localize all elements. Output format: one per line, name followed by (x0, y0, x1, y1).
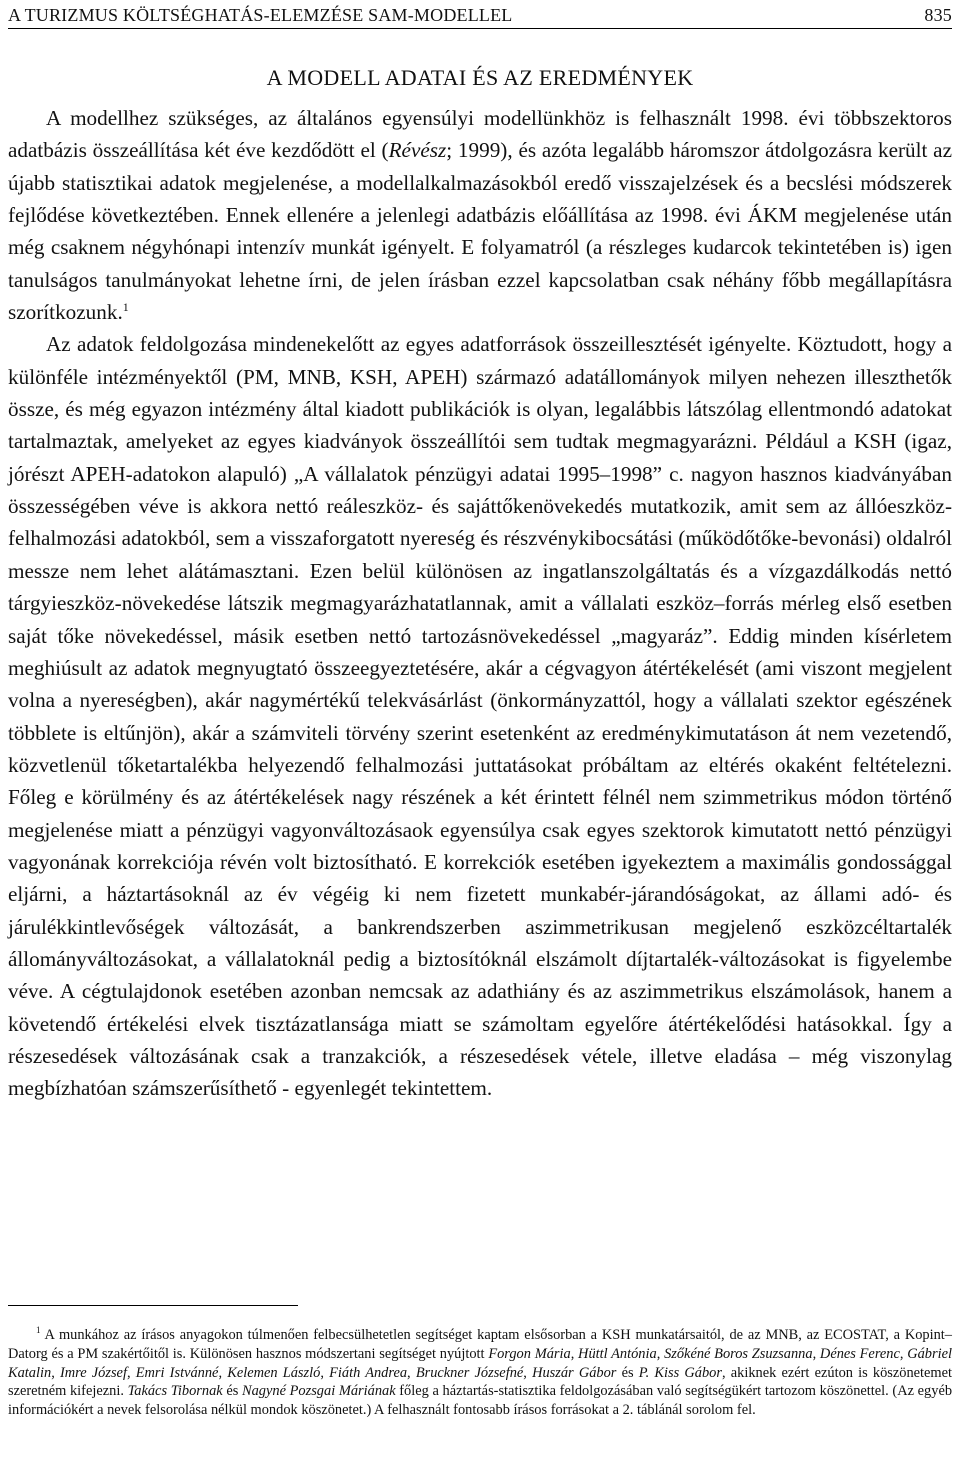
separator: , (656, 1345, 665, 1362)
page-number: 835 (924, 5, 952, 25)
person-name: P. Kiss Gábor (638, 1364, 722, 1381)
paragraph-1-part1: A modellhez szükséges, az általános egyensúlyi modellünkhöz is felhasznált 1998. évi többszektoros adatbázis összeállítása két éve kezdődött el ( (8, 106, 952, 163)
person-name: Fiáth Andrea (329, 1364, 408, 1381)
person-name: Hüttl Antónia (578, 1345, 657, 1362)
separator: , (812, 1345, 820, 1362)
separator: és (616, 1364, 639, 1381)
separator: , (407, 1364, 416, 1381)
separator: , (126, 1364, 136, 1381)
footnote-number: 1 (36, 1325, 41, 1336)
footnote-divider (8, 1305, 298, 1306)
running-title: A TURIZMUS KÖLTSÉGHATÁS-ELEMZÉSE SAM-MODELLEL (8, 5, 513, 25)
separator: , (523, 1364, 533, 1381)
section-title: A MODELL ADATAI ÉS AZ EREDMÉNYEK (266, 65, 694, 90)
separator: , (218, 1364, 228, 1381)
person-name: Nagyné Pozsgai Máriának (242, 1383, 396, 1400)
person-name: Takács Tibornak (127, 1383, 223, 1400)
footnote-text: A munkához az írásos anyagokon túlmenően felbecsülhetetlen segítséget kaptam elsősorban a KSH munkatársaitól, de az MNB, az ECOSTAT, a Kopint–Datorg és a PM szakértőitől is. Különösen hasznos módszertani segítséget nyújtott (8, 1327, 952, 1362)
separator: , (320, 1364, 330, 1381)
person-name: Gábriel Katalin (8, 1345, 952, 1381)
person-name: Dénes Ferenc (819, 1345, 900, 1362)
separator: és (222, 1383, 242, 1400)
paragraph-1-part2: ; 1999), és azóta legalább háromszor átdolgozásra került az újabb statisztikai adatok megjelenése, a modellalkalmazásokból eredő visszajelzések és a becslési módszerek fejlődése következtében. Ennek ellenére a jelenlegi adatbázis előállítása az 1998. évi ÁKM megjelenése után még csaknem négyhónapi intenzív munkát igényelt. E folyamatról (a részleges kudarcok tekintetében is) igen tanulságos tanulmányokat lehetne írni, de jelen írásban ezzel kapcsolatban csak néhány főbb megállapításra szorítkozunk. (8, 138, 952, 325)
separator: , (899, 1345, 908, 1362)
person-name: Szőkéné Boros Zsuzsanna (664, 1345, 813, 1362)
person-name: Forgon Mária (488, 1345, 571, 1362)
person-name: Kelemen László (227, 1364, 321, 1381)
footnote-text: , akiknek ezért ezúton is köszönetemet szeretném kifejezni. (8, 1364, 953, 1400)
person-name: Imre József (59, 1364, 127, 1381)
running-header (8, 4, 952, 29)
paragraph-1 (8, 102, 952, 328)
footnote (8, 1326, 952, 1420)
citation-author: Révész (388, 138, 447, 163)
footnote-reference[interactable]: 1 (122, 300, 129, 314)
person-name: Emri Istvánné (135, 1364, 219, 1381)
separator: , (570, 1345, 579, 1362)
person-name: Bruckner Józsefné (415, 1364, 524, 1381)
separator: , (51, 1364, 60, 1381)
person-name: Huszár Gábor (532, 1364, 617, 1381)
body-text (8, 102, 952, 1105)
paragraph-2: Az adatok feldolgozása mindenekelőtt az egyes adatforrások összeillesztését igényelte. Köztudott, hogy a különféle intézményektől (PM, MNB, KSH, APEH) származó adatállományok milyen nehezen illeszthetők össze, és még egyazon intézmény által kiadott publikációk is olyan, legalábbis látszólag ellentmondó adatokat tartalmaztak, amelyeket az egyes kiadványok összeállítói sem tudtak megmagyarázni. Például a KSH (igaz, jórészt APEH-adatokon alapuló) „A vállalatok pénzügyi adatai 1995–1998” c. nagyon hasznos kiadványában összességében véve is akkora nettó reáleszköz- és sajáttőkenövekedés mutatkozik, amit sem az állóeszköz-felhalmozási adatokból, sem a visszaforgatott nyereség és részvénykibocsátási (működőtőke-bevonási) oldalról messze nem lehet alátámasztani. Ezen belül különösen az ingatlanszolgáltatás és a vízgazdálkodás nettó tárgyieszköz-növekedése látszik megmagyarázhatatlannak, amit a vállalati eszköz–forrás mérleg első esetben saját tőke növekedéssel, másik esetben nettó tartozásnövekedéssel „magyaráz”. Eddig minden kísérletem meghiúsult az adatok megnyugtató összeegyeztetésére, akár a cégvagyon átértékelését (ami viszont megjelent volna a nyereségben), akár nagymértékű telekvásárlást (önkormányzattól, hogy a vállalati szektor egészének többlete is eltűnjön), akár a számviteli törvény szerint esetenként az eredménykimutatáson át nem vezetendő, közvetlenül tőketartalékba helyezendő felhalmozási juttatásokat próbáltam az eltérés okaként feltételezni. Főleg e körülmény és az átértékelések nagy részének a két érintett félnél nem szimmetrikus módon történő megjelenése miatt a pénzügyi vagyonváltozásaok egyensúlya csak egyes szektorok kimutatott nettó pénzügyi vagyonának korrekciója révén volt biztosítható. E korrekciók esetében igyekeztem a maximális gondossággal eljárni, a háztartásoknál az év végéig ki nem fizetett munkabér-járandóságokat, az állami adó- és járulékkintlevőségek változását, a bankrendszerben aszimmetrikusan megjelenő eszközcéltartalék állományváltozásokat, a vállalatoknál pedig a biztosítóknál elszámolt díjtartalék-változásokat is figyelembe véve. A cégtulajdonok esetében azonban nemcsak az adathiány és az aszimmetrikus elszámolások, hanem a követendő értékelési elvek tisztázatlansága miatt se számoltam egyelőre átértékelődési hatásokkal. Így a részesedések változásának csak a tranzakciók, a részesedések vétele, illetve eladása – még viszonylag megbízhatóan számszerűsíthető - egyenlegét tekintettem. (8, 332, 952, 1101)
footnote-text: főleg a háztartás-statisztika feldolgozásában való segítségükért tartozom köszönettel. (Az egyéb információkért a nevek felsorolása nélkül mondok köszönetet.) A felhasznált fontosabb írásos forrásokat a 2. táblánál sorolom fel. (8, 1383, 953, 1419)
